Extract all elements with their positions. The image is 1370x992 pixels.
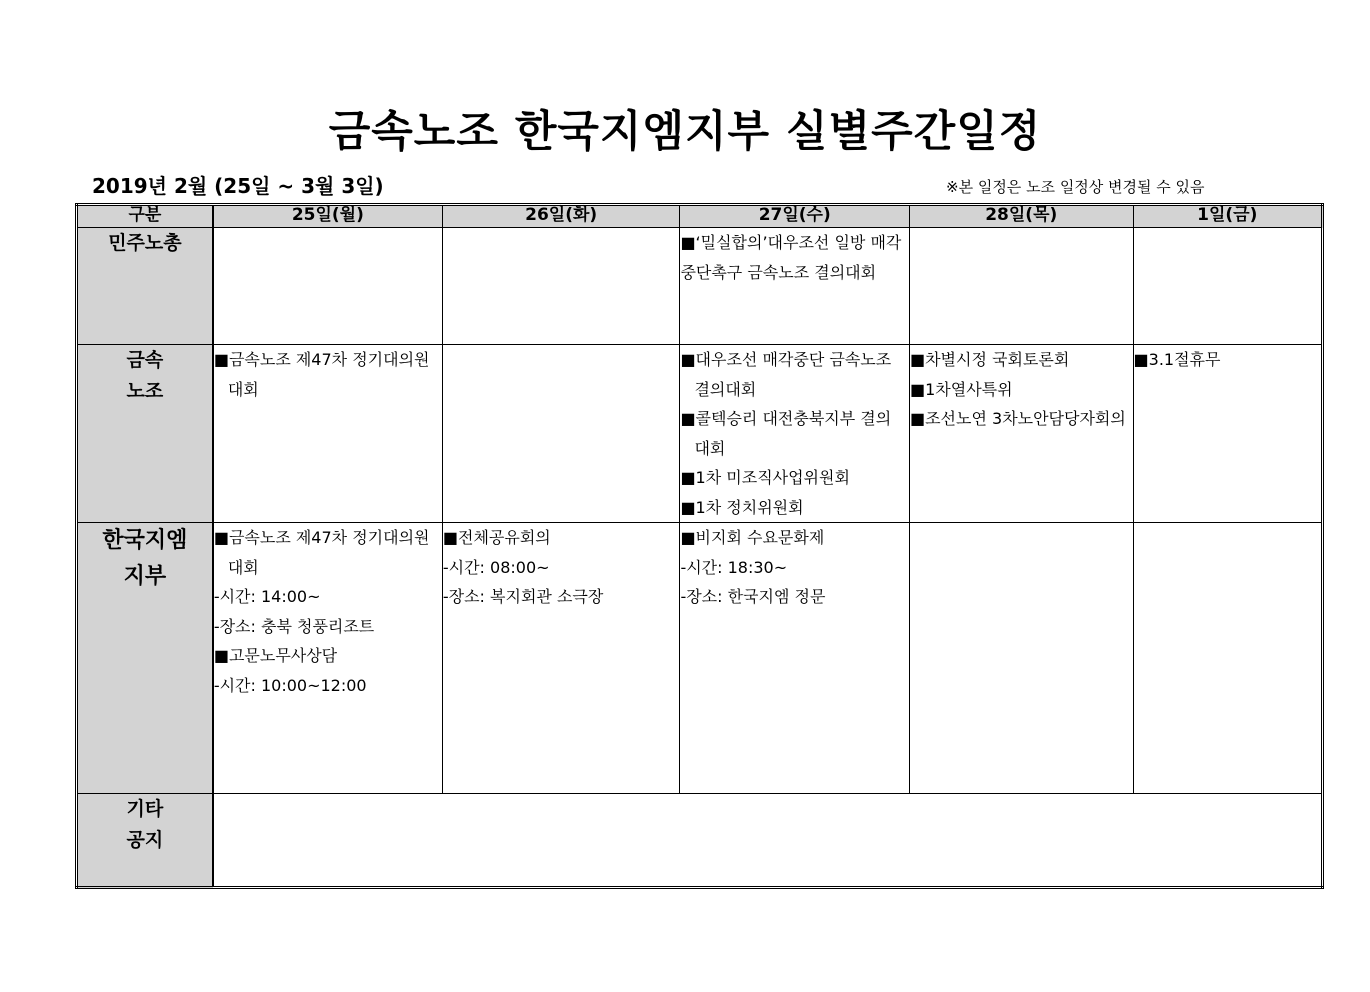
category-metal-union [77,345,213,523]
cell-kctu-fri [1133,228,1322,345]
page-title: 금속노조 한국지엠지부 실별주간일정 [328,107,1042,157]
cell-kctu-thu [909,228,1133,345]
event-detail: -시간: 08:00~ [442,557,550,577]
cell-gm-tue [442,523,680,794]
event-item: ■1차 미조직사업위원회 [680,468,850,487]
cell-gm-thu [909,523,1133,794]
event-item: 대회 [227,379,259,399]
event-detail: -시간: 14:00~ [213,587,321,606]
event-detail: -시간: 18:30~ [680,557,788,577]
category-label: 기타 [126,798,164,820]
event-item: ■금속노조 제47차 정기대의원 [213,528,430,547]
category-label: 민주노총 [108,232,182,254]
header-row [77,205,1323,228]
event-detail: -장소: 복지회관 소극장 [442,587,604,606]
event-item: ■조선노연 3차노안담당자회의 [909,409,1126,428]
cell-metal-thu [909,345,1133,523]
cell-metal-fri [1133,345,1322,523]
cell-metal-wed [680,345,910,523]
event-item: ■금속노조 제47차 정기대의원 [213,350,430,369]
category-gm-korea-branch [77,523,213,794]
event-item: ■전체공유회의 [442,528,551,547]
column-header-wed: 27일(수) [680,205,910,228]
category-label: 공지 [126,829,164,851]
event-detail: -시간: 10:00~12:00 [213,675,367,695]
cell-misc-notice-content [213,794,1323,888]
column-header-tue: 26일(화) [442,205,680,228]
event-item: ■3.1절휴무 [1133,350,1221,369]
column-header-fri: 1일(금) [1133,205,1322,228]
cell-gm-mon [213,523,443,794]
change-notice: ※본 일정은 노조 일정상 변경될 수 있음 [946,178,1205,196]
weekly-schedule-table [75,203,1324,889]
event-item: ■비지회 수요문화제 [680,528,825,547]
column-header-thu: 28일(목) [909,205,1133,228]
cell-metal-mon [213,345,443,523]
date-range: 2019년 2월 (25일 ~ 3월 3일) [92,174,384,198]
cell-kctu-mon [213,228,443,345]
event-item: ■1차 정치위원회 [680,497,804,517]
event-item: ■‘밀실합의’대우조선 일방 매각 [680,233,902,252]
row-misc-notice [77,794,1323,888]
cell-kctu-wed [680,228,910,345]
category-label: 금속 [126,349,164,371]
cell-gm-wed [680,523,910,794]
column-header-category: 구분 [77,205,213,228]
event-item: ■고문노무사상담 [213,646,338,665]
event-item: ■1차열사특위 [909,379,1013,399]
category-label: 노조 [126,380,164,402]
cell-kctu-tue [442,228,680,345]
event-item: 대회 [227,557,259,577]
category-misc-notice [77,794,213,888]
event-item: 대회 [694,438,726,458]
event-item: 결의대회 [694,379,757,399]
cell-gm-fri [1133,523,1322,794]
category-label: 지부 [123,564,167,589]
row-metal-union [77,345,1323,523]
row-gm-korea-branch [77,523,1323,794]
event-item: ■콜텍승리 대전충북지부 결의 [680,409,892,428]
cell-metal-tue [442,345,680,523]
event-detail: -장소: 한국지엠 정문 [680,587,826,606]
event-item: ■차별시정 국회토론회 [909,350,1070,369]
category-kctu [77,228,213,345]
event-detail: -장소: 충북 청풍리조트 [213,616,375,636]
event-item: 중단촉구 금속노조 결의대회 [680,262,877,282]
category-label: 한국지엠 [102,528,188,553]
event-item: ■대우조선 매각중단 금속노조 [680,350,892,369]
column-header-mon: 25일(월) [213,205,443,228]
row-kctu [77,228,1323,345]
